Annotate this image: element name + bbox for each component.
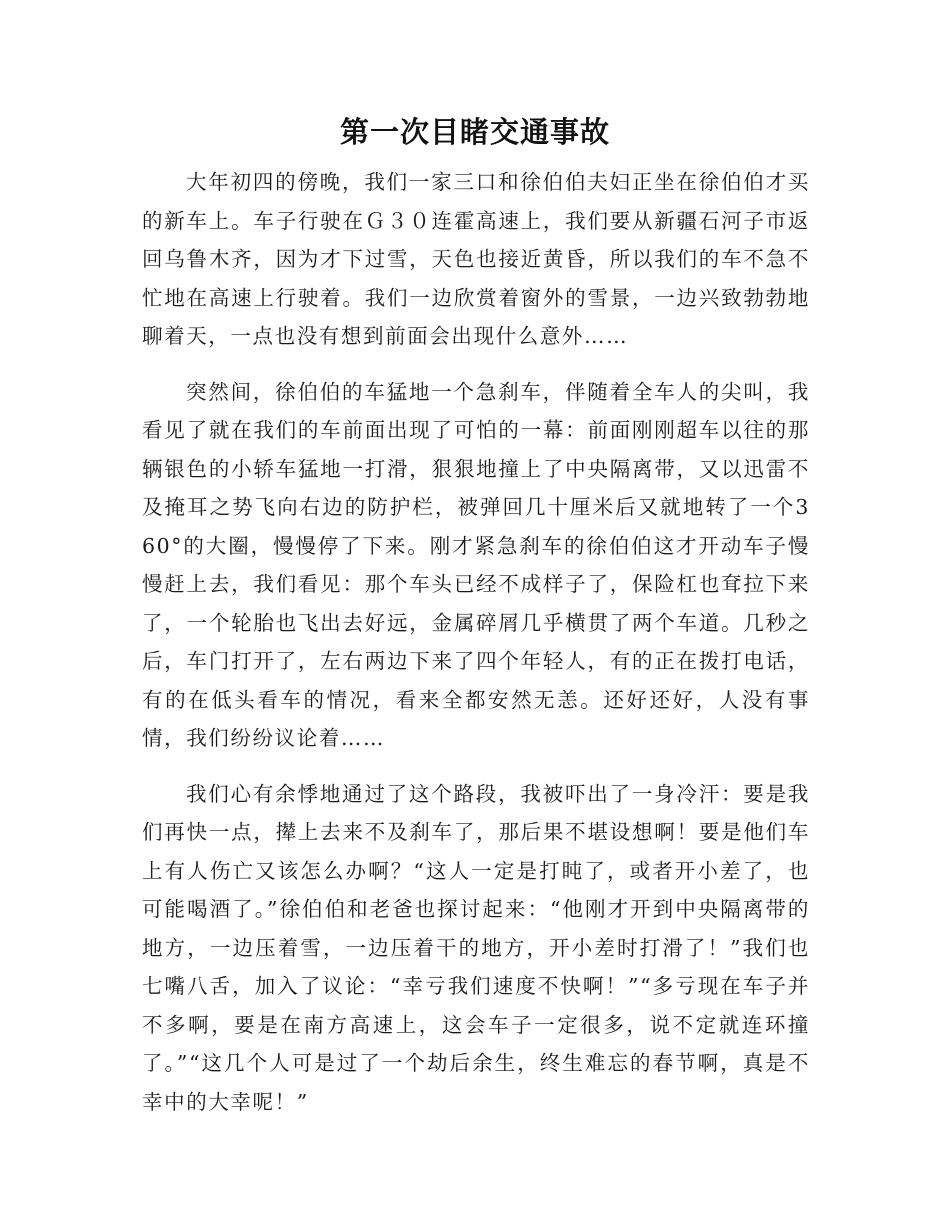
paragraph-3: 我们心有余悸地通过了这个路段，我被吓出了一身冷汗：要是我们再快一点，撵上去来不及刹车了，那后果不堪设想啊！要是他们车上有人伤亡又该怎么办啊？“这人一定是打盹了，或者开小差了，也可能喝酒了。”徐伯伯和老爸也探讨起来：“他刚才开到中央隔离带的地方，一边压着雪，一边压着干的地方，开小差时打滑了！”我们也七嘴八舌，加入了议论：“幸亏我们速度不快啊！”“多亏现在车子并不多啊，要是在南方高速上，这会车子一定很多，说不定就连环撞了。”“这几个人可是过了一个劫后余生，终生难忘的春节啊，真是不幸中的大幸呢！” [142,781,810,1114]
document-title: 第一次目睹交通事故 [339,115,610,149]
paragraph-1: 大年初四的傍晚，我们一家三口和徐伯伯夫妇正坐在徐伯伯才买的新车上。车子行驶在Ｇ３０连霍高速上，我们要从新疆石河子市返回乌鲁木齐，因为才下过雪，天色也接近黄昏，所以我们的车不急不忙地在高速上行驶着。我们一边欣赏着窗外的雪景，一边兴致勃勃地聊着天，一点也没有想到前面会出现什么意外…… [142,170,810,348]
document-body [142,163,810,1138]
paragraph-2: 突然间，徐伯伯的车猛地一个急刹车，伴随着全车人的尖叫，我看见了就在我们的车前面出现了可怕的一幕：前面刚刚超车以往的那辆银色的小轿车猛地一打滑，狠狠地撞上了中央隔离带，又以迅雷不及掩耳之势飞向右边的防护栏，被弹回几十厘米后又就地转了一个360°的大圈，慢慢停了下来。刚才紧急刹车的徐伯伯这才开动车子慢慢赶上去，我们看见：那个车头已经不成样子了，保险杠也耷拉下来了，一个轮胎也飞出去好远，金属碎屑几乎横贯了两个车道。几秒之后，车门打开了，左右两边下来了四个年轻人，有的正在拨打电话，有的在低头看车的情况，看来全都安然无恙。还好还好，人没有事情，我们纷纷议论着…… [142,379,810,750]
